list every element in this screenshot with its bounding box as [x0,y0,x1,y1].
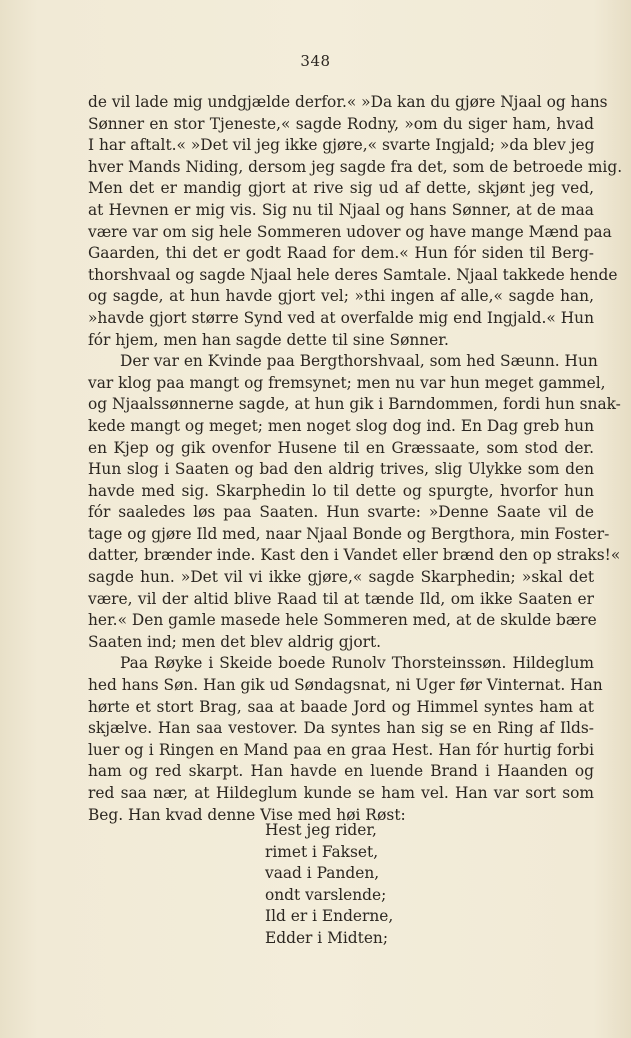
text-line: Men det er mandig gjort at rive sig ud af dette, skjønt jeg ved, [88,179,594,198]
text-line: kede mangt og meget; men noget slog dog ind. En Dag greb hun [88,416,594,435]
verse-line: Hest jeg rider, [265,821,377,839]
verse-line: Edder i Midten; [265,928,389,947]
text-line: red saa nær, at Hildeglum kunde se ham vel. Han var sort som [88,784,594,802]
verse-line: ondt varslende; [265,885,387,904]
text-line: de vil lade mig undgjælde derfor.« »Da kan du gjøre Njaal og hans [88,93,608,111]
text-line: fór saaledes løs paa Saaten. Hun svarte: »Denne Saate vil de [88,503,594,522]
text-line: var klog paa mangt og fremsynet; men nu var hun meget gammel, [88,373,606,392]
text-line: datter, brænder inde. Kast den i Vandet eller brænd den op straks!« [88,546,621,565]
text-line: I har aftalt.« »Det vil jeg ikke gjøre,« svarte Ingjald; »da blev jeg [88,136,595,155]
text-line: Paa Røyke i Skeide boede Runolv Thorsteinssøn. Hildeglum [120,654,594,673]
text-line: havde med sig. Skarphedin lo til dette og spurgte, hvorfor hun [88,481,594,500]
text-line: »havde gjort større Synd ved at overfalde mig end Ingjald.« Hun [88,308,594,327]
verse-block [265,820,393,950]
text-line: Sønner en stor Tjeneste,« sagde Rodny, »om du siger ham, hvad [88,114,594,133]
text-line: skjælve. Han saa vestover. Da syntes han sig se en Ring af Ilds- [88,719,594,738]
text-line: her.« Den gamle masede hele Sommeren med, at de skulde bære [88,611,597,630]
body-text [88,92,623,826]
text-line: fór hjem, men han sagde dette til sine Sønner. [88,330,449,349]
verse-line: Ild er i Enderne, [265,907,394,926]
text-line: Hun slog i Saaten og bad den aldrig trives, slig Ulykke som den [88,460,594,479]
verse-line: rimet i Fakset, [265,842,379,861]
page-number: 348 [300,52,331,70]
text-line: og sagde, at hun havde gjort vel; »thi ingen af alle,« sagde han, [88,287,594,306]
text-line: og Njaalssønnerne sagde, at hun gik i Barndommen, fordi hun snak- [88,395,621,414]
text-line: være, vil der altid blive Raad til at tænde Ild, om ikke Saaten er [88,589,594,608]
text-line: luer og i Ringen en Mand paa en graa Hest. Han fór hurtig forbi [88,740,594,759]
text-line: hed hans Søn. Han gik ud Søndagsnat, ni Uger før Vinternat. Han [88,676,603,695]
text-line: være var om sig hele Sommeren udover og have mange Mænd paa [88,222,612,241]
text-line: hver Mands Niding, dersom jeg sagde fra det, som de betroede mig. [88,157,623,176]
text-line: Gaarden, thi det er godt Raad for dem.« Hun fór siden til Berg- [88,244,594,263]
text-line: Beg. Han kvad denne Vise med høi Røst: [88,805,406,824]
text-line: en Kjep og gik ovenfor Husene til en Græssaate, som stod der. [88,438,594,457]
text-line: Der var en Kvinde paa Bergthorshvaal, som hed Sæunn. Hun [120,352,598,371]
text-line: Saaten ind; men det blev aldrig gjort. [88,632,382,651]
text-line: at Hevnen er mig vis. Sig nu til Njaal og hans Sønner, at de maa [88,200,594,219]
text-line: thorshvaal og sagde Njaal hele deres Samtale. Njaal takkede hende [88,265,618,284]
verse-line: vaad i Panden, [265,864,380,883]
text-line: tage og gjøre Ild med, naar Njaal Bonde og Bergthora, min Foster- [88,524,610,543]
text-line: hørte et stort Brag, saa at baade Jord og Himmel syntes ham at [88,697,594,716]
text-line: ham og red skarpt. Han havde en luende Brand i Haanden og [88,762,594,781]
text-line: sagde hun. »Det vil vi ikke gjøre,« sagde Skarphedin; »skal det [88,568,594,587]
